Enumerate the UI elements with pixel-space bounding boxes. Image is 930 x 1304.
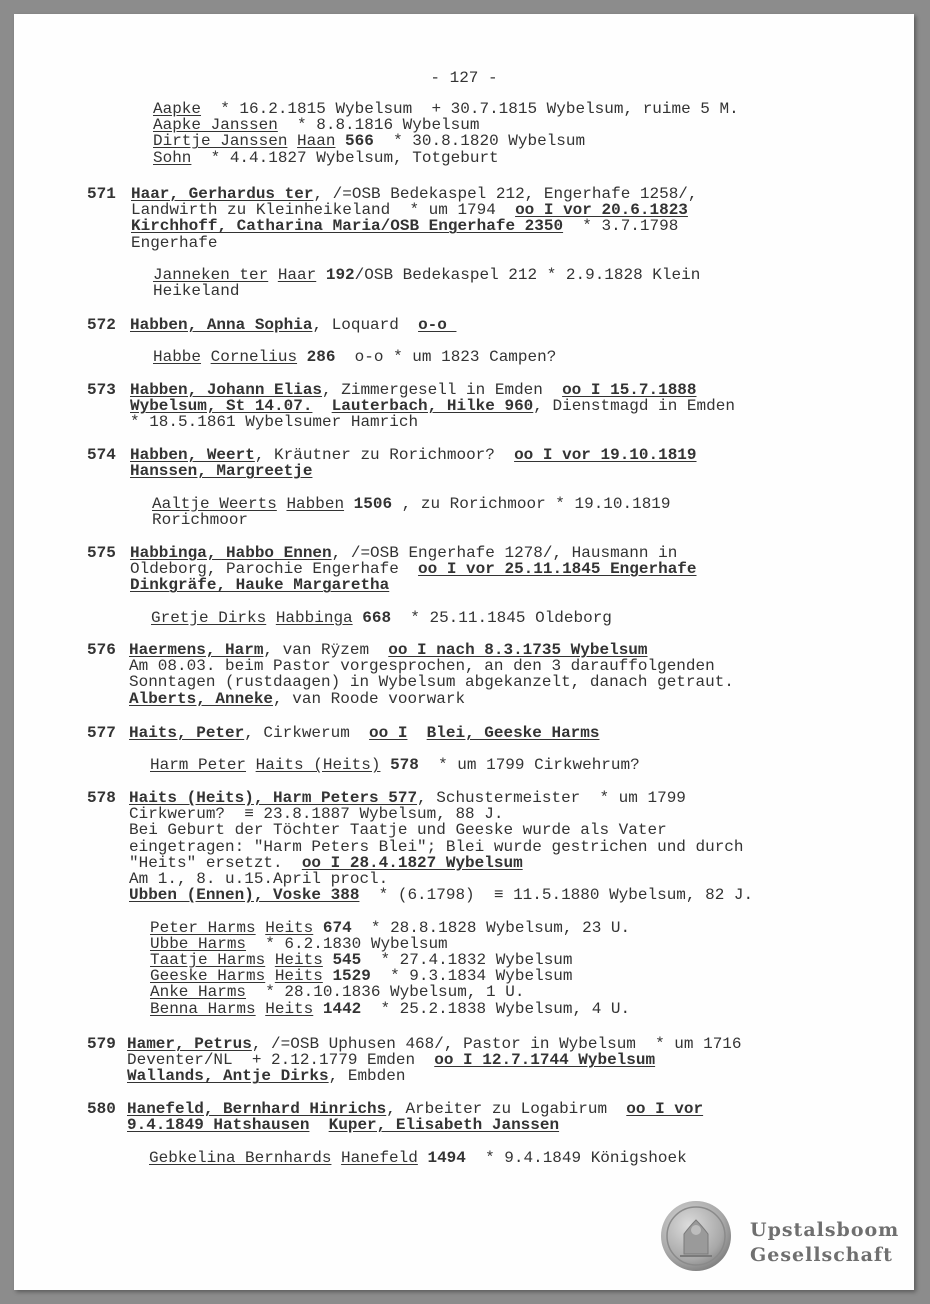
- text-line: [131, 202, 688, 218]
- text-line: [129, 658, 715, 674]
- name-text: oo I nach 8.3.1735 Wybelsum: [388, 641, 648, 659]
- text-run: [353, 609, 363, 627]
- text-line: [150, 984, 524, 1000]
- text-line: [130, 561, 697, 577]
- text-run: , /=OSB Uphusen 468/, Pastor in Wybelsum * um 1716: [251, 1035, 742, 1053]
- name-text: Habben: [286, 494, 345, 513]
- entry-number: 575: [87, 544, 116, 562]
- reference-number: 1529: [332, 967, 371, 986]
- text-run: * 30.8.1820 Wybelsum: [373, 132, 586, 151]
- text-line: [127, 1036, 742, 1052]
- text-run: , van Rÿzem: [263, 641, 389, 659]
- text-line: [131, 218, 678, 234]
- name-text: Habbinga, Habbo Ennen: [130, 544, 332, 562]
- text-run: [316, 266, 326, 284]
- name-text: Habbe: [153, 348, 202, 367]
- name-text: Gebkelina Bernhards: [149, 1148, 332, 1167]
- text-run: Bei Geburt der Töchter Taatje und Geeske wurde als Vater: [129, 821, 667, 840]
- text-line: [127, 1117, 559, 1133]
- text-run: , zu Rorichmoor * 19.10.1819: [392, 494, 671, 513]
- text-run: * 28.8.1828 Wybelsum, 23 U.: [351, 918, 631, 937]
- text-run: [256, 1000, 266, 1018]
- name-text: Hanefeld, Bernhard Hinrichs: [127, 1100, 387, 1118]
- text-line: [153, 283, 239, 299]
- text-run: /OSB Bedekaspel 212 * 2.9.1828 Klein: [354, 266, 701, 284]
- text-run: * um 1799 Cirkwehrum?: [418, 756, 640, 775]
- text-run: * 25.2.1838 Wybelsum, 4 U.: [361, 999, 631, 1018]
- text-run: * 28.10.1836 Wybelsum, 1 U.: [246, 983, 525, 1002]
- text-line: [153, 133, 585, 149]
- name-text: Haits, Peter: [129, 724, 245, 742]
- text-line: [150, 1001, 630, 1017]
- text-run: * 8.8.1816 Wybelsum: [277, 116, 480, 135]
- reference-number: 1442: [322, 999, 362, 1018]
- name-text: Aapke Janssen: [153, 116, 278, 135]
- reference-number: 1506: [353, 494, 393, 513]
- text-run: , Arbeiter zu Logabirum: [386, 1100, 627, 1118]
- name-text: oo I vor 19.10.1819: [514, 446, 697, 464]
- name-text: Heits: [265, 918, 314, 937]
- name-text: oo I vor 25.11.1845 Engerhafe: [418, 560, 697, 579]
- text-line: [127, 1068, 405, 1084]
- reference-number: 674: [322, 918, 352, 937]
- text-run: [407, 724, 426, 742]
- text-run: , Zimmergesell in Emden: [322, 381, 563, 399]
- entry-number: 572: [87, 316, 116, 334]
- text-run: * 16.2.1815 Wybelsum + 30.7.1815 Wybelsum, ruime 5 M.: [201, 100, 739, 118]
- text-run: Sonntagen (rustdaagen) in Wybelsum abgekanzelt, danach getraut.: [129, 673, 734, 692]
- text-run: * 4.4.1827 Wybelsum, Totgeburt: [191, 148, 499, 167]
- text-line: [127, 1052, 655, 1068]
- name-text: Haar, Gerhardus ter: [131, 185, 314, 203]
- text-run: * 27.4.1832 Wybelsum: [361, 951, 573, 969]
- name-text: Wallands, Antje Dirks: [127, 1067, 329, 1086]
- text-run: , /=OSB Bedekaspel 212, Engerhafe 1258/,: [313, 185, 698, 203]
- text-line: [130, 382, 697, 398]
- name-text: oo I vor 20.6.1823: [515, 201, 688, 220]
- text-line: [150, 936, 448, 952]
- text-run: , Cirkwerum: [244, 724, 370, 742]
- text-line: [129, 806, 503, 822]
- name-text: Habbinga: [275, 608, 353, 627]
- name-text: Harm Peter: [150, 756, 247, 775]
- text-run: [380, 756, 390, 774]
- document-page: [14, 14, 914, 1290]
- name-text: Anke Harms: [150, 983, 247, 1002]
- text-line: [129, 725, 599, 741]
- entry-number: 573: [87, 381, 116, 399]
- text-line: [131, 235, 217, 251]
- reference-number: 578: [390, 756, 419, 775]
- name-text: oo I: [369, 724, 408, 742]
- name-text: o-o: [418, 316, 457, 334]
- text-line: [131, 186, 698, 202]
- entry-number: 571: [87, 185, 116, 203]
- text-run: [268, 266, 278, 284]
- text-line: [129, 839, 744, 855]
- name-text: Ubben (Ennen), Voske 388: [129, 886, 360, 905]
- text-run: , /=OSB Engerhafe 1278/, Hausmann in: [331, 544, 678, 562]
- text-run: Rorichmoor: [152, 510, 249, 529]
- text-run: eingetragen: "Harm Peters Blei"; Blei wurde gestrichen und durch: [129, 837, 744, 856]
- text-run: [201, 348, 211, 366]
- text-line: [129, 855, 523, 871]
- name-text: Hamer, Petrus: [127, 1035, 252, 1053]
- text-line: [153, 267, 700, 283]
- name-text: Ubbe Harms: [150, 934, 247, 953]
- text-line: [150, 968, 573, 984]
- text-run: Landwirth zu Kleinheikeland * um 1794: [131, 201, 516, 220]
- text-line: [153, 349, 556, 365]
- text-line: [130, 414, 418, 430]
- name-text: oo I 28.4.1827 Wybelsum: [301, 853, 523, 872]
- name-text: Blei, Geeske Harms: [426, 724, 600, 742]
- text-run: * 3.7.1798: [563, 217, 679, 236]
- page-number: - 127 -: [430, 69, 498, 87]
- text-run: * 9.3.1834 Wybelsum: [370, 967, 573, 986]
- text-line: [150, 920, 630, 936]
- name-text: Haits (Heits), Harm Peters 577: [129, 789, 418, 807]
- name-text: Haan: [297, 132, 336, 151]
- name-text: Hanefeld: [341, 1148, 418, 1167]
- text-run: Cirkwerum? ≡ 23.8.1887 Wybelsum, 88 J.: [129, 805, 504, 824]
- reference-number: 1494: [427, 1148, 466, 1167]
- name-text: Aaltje Weerts: [152, 494, 277, 513]
- text-run: Am 08.03. beim Pastor vorgesprochen, an den 3 darauffolgenden: [129, 657, 715, 676]
- name-text: Habben, Anna Sophia: [130, 316, 313, 334]
- text-line: [153, 101, 739, 117]
- name-text: Janneken ter: [153, 266, 269, 284]
- name-text: Alberts, Anneke: [129, 689, 274, 708]
- text-line: [129, 674, 734, 690]
- name-text: Lauterbach, Hilke 960: [331, 397, 534, 416]
- name-text: Heits: [274, 967, 323, 986]
- name-text: Dirtje Janssen: [153, 132, 288, 151]
- text-run: , Schustermeister * um 1799: [417, 789, 686, 807]
- text-run: Engerhafe: [131, 233, 218, 252]
- text-line: [129, 822, 667, 838]
- seal-emblem: [660, 1200, 732, 1272]
- name-text: Peter Harms: [150, 918, 256, 937]
- text-line: [130, 447, 697, 463]
- name-text: oo I 15.7.1888: [562, 381, 697, 399]
- name-text: Wybelsum, St 14.07.: [130, 397, 313, 416]
- name-text: Haits (Heits): [255, 756, 381, 775]
- text-run: * 18.5.1861 Wybelsumer Hamrich: [130, 413, 419, 432]
- text-line: [129, 642, 648, 658]
- text-run: [309, 1116, 328, 1134]
- text-line: [129, 887, 753, 903]
- name-text: Gretje Dirks: [151, 608, 267, 627]
- name-text: Heits: [265, 999, 314, 1018]
- text-run: , Dienstmagd in Emden: [533, 397, 735, 416]
- text-line: [130, 398, 735, 414]
- text-run: , Loquard: [312, 316, 419, 334]
- name-text: Heits: [274, 951, 323, 969]
- text-line: [130, 463, 312, 479]
- text-run: * 25.11.1845 Oldeborg: [391, 608, 612, 627]
- reference-number: 286: [306, 348, 336, 367]
- name-text: Kuper, Elisabeth Janssen: [328, 1116, 560, 1135]
- text-run: , Embden: [328, 1067, 406, 1086]
- text-line: [129, 691, 465, 707]
- name-text: oo I 12.7.1744 Wybelsum: [434, 1051, 656, 1070]
- text-run: * 6.2.1830 Wybelsum: [246, 934, 448, 953]
- name-text: Habben, Johann Elias: [130, 381, 323, 399]
- text-run: Oldeborg, Parochie Engerhafe: [130, 560, 419, 579]
- name-text: oo I vor: [626, 1100, 704, 1118]
- text-run: , van Roode voorwark: [273, 689, 466, 708]
- entry-number: 576: [87, 641, 116, 659]
- name-text: Cornelius: [210, 348, 298, 367]
- entry-number: 574: [87, 446, 116, 464]
- text-run: [313, 1000, 323, 1018]
- text-run: * 9.4.1849 Königshoek: [465, 1148, 687, 1167]
- name-text: Aapke: [153, 100, 202, 118]
- text-line: [130, 577, 389, 593]
- text-line: [152, 512, 248, 528]
- entry-number: 578: [87, 789, 116, 807]
- entry-number: 580: [87, 1100, 116, 1118]
- name-text: 9.4.1849 Hatshausen: [127, 1116, 310, 1135]
- text-run: Deventer/NL + 2.12.1779 Emden: [127, 1051, 435, 1070]
- text-run: [277, 495, 287, 513]
- text-line: [129, 790, 686, 806]
- text-line: [129, 871, 388, 887]
- text-line: [149, 1150, 687, 1166]
- reference-number: 668: [362, 608, 392, 627]
- name-text: Taatje Harms: [150, 951, 266, 969]
- text-run: Am 1., 8. u.15.April procl.: [129, 870, 389, 888]
- name-text: Benna Harms: [150, 999, 256, 1018]
- entry-number: 579: [87, 1035, 116, 1053]
- text-run: [246, 756, 256, 774]
- text-line: [151, 610, 612, 626]
- reference-number: 566: [345, 132, 374, 151]
- text-line: [127, 1101, 703, 1117]
- text-run: [297, 348, 307, 366]
- name-text: Haar: [277, 266, 317, 284]
- text-line: [153, 150, 499, 166]
- name-text: Haermens, Harm: [129, 641, 264, 659]
- name-text: Geeske Harms: [150, 967, 266, 986]
- text-run: o-o * um 1823 Campen?: [335, 348, 557, 367]
- text-run: * (6.1798) ≡ 11.5.1880 Wybelsum, 82 J.: [359, 886, 754, 905]
- text-line: [153, 117, 479, 133]
- name-text: Habben, Weert: [130, 446, 255, 464]
- name-text: Kirchhoff, Catharina Maria/OSB Engerhafe 2350: [131, 217, 564, 236]
- reference-number: 192: [325, 266, 355, 284]
- text-line: [152, 496, 671, 512]
- brand-name: Upstalsboom Gesellschaft: [750, 1219, 900, 1266]
- text-run: Heikeland: [153, 282, 240, 301]
- text-line: [150, 757, 640, 773]
- text-run: [266, 609, 276, 627]
- text-line: [150, 952, 573, 968]
- name-text: Hanssen, Margreetje: [130, 462, 313, 481]
- text-line: [130, 317, 456, 333]
- text-run: [344, 495, 354, 513]
- reference-number: 545: [332, 951, 362, 969]
- name-text: Dinkgräfe, Hauke Margaretha: [130, 576, 390, 595]
- name-text: Sohn: [153, 148, 192, 167]
- entry-number: 577: [87, 724, 116, 742]
- text-line: [130, 545, 677, 561]
- text-run: , Kräutner zu Rorichmoor?: [254, 446, 515, 464]
- text-run: [331, 1149, 341, 1167]
- text-run: "Heits" ersetzt.: [129, 853, 302, 872]
